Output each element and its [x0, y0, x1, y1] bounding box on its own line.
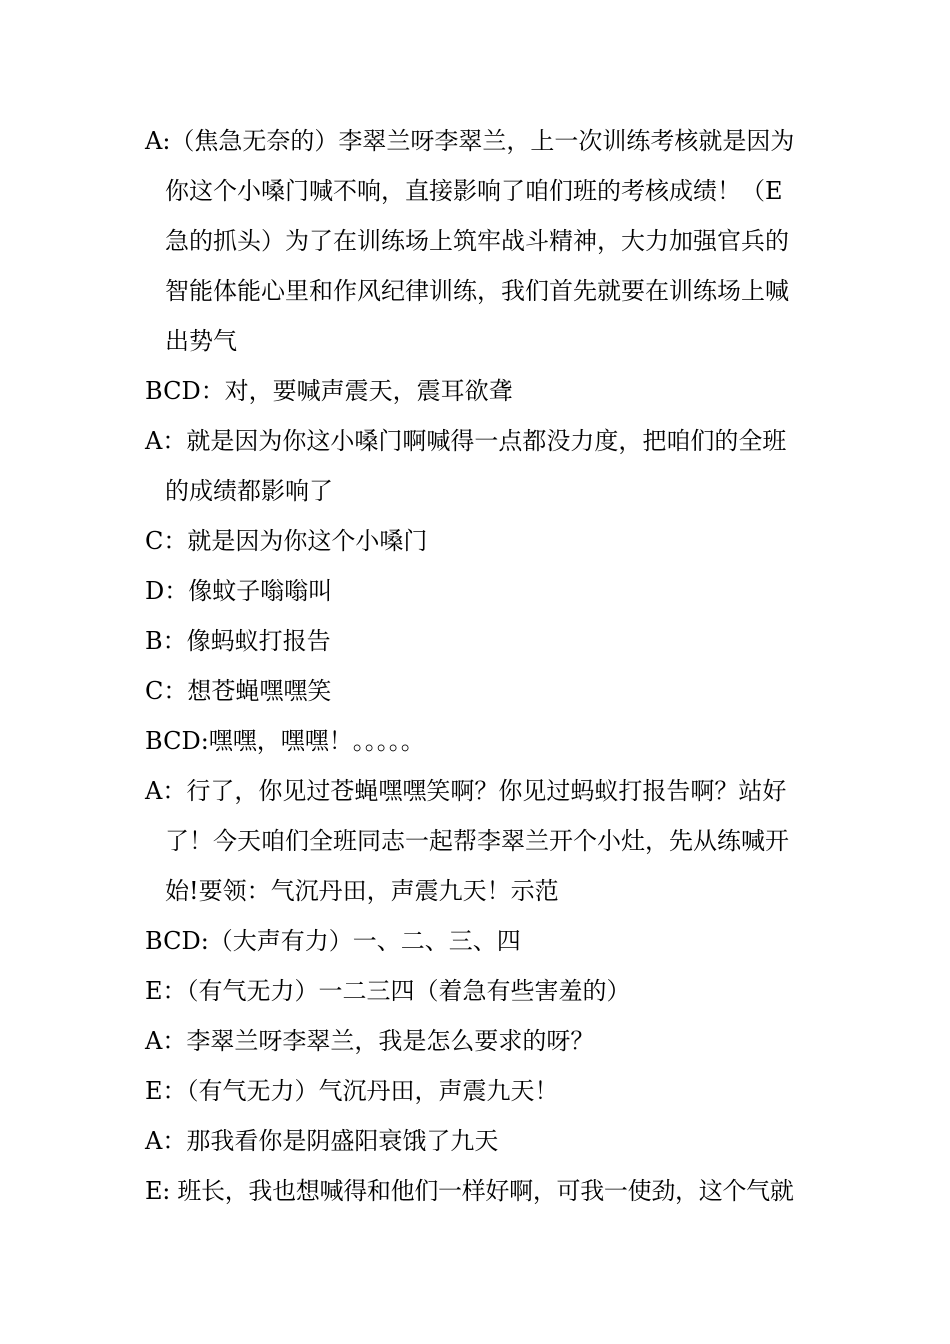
dialogue-line-bcd-2: BCD:嘿嘿，嘿嘿！。。。。。 — [145, 727, 425, 755]
dialogue-line-a-3: A：行了，你见过苍蝇嘿嘿笑啊？你见过蚂蚁打报告啊？站好了！今天咱们全班同志一起帮李翠兰开个小灶，先从练喊开始!要领：气沉丹田，声震九天！示范 — [145, 777, 789, 905]
dialogue-line-e-2: E：（有气无力）气沉丹田，声震九天！ — [145, 1077, 559, 1105]
script-body — [145, 116, 810, 1216]
dialogue-line-bcd-1: BCD：对，要喊声震天，震耳欲聋 — [145, 377, 513, 405]
dialogue-line-a-2: A：就是因为你这小嗓门啊喊得一点都没力度，把咱们的全班的成绩都影响了 — [145, 427, 787, 505]
dialogue-line-a-5: A：那我看你是阴盛阳衰饿了九天 — [145, 1127, 499, 1155]
dialogue-line-bcd-3: BCD:（大声有力）一、二、三、四 — [145, 927, 521, 955]
dialogue-line-c-1: C：就是因为你这个小嗓门 — [145, 527, 428, 555]
dialogue-line-e-3: E: 班长，我也想喊得和他们一样好啊，可我一使劲，这个气就 — [145, 1177, 794, 1205]
dialogue-line-a-4: A：李翠兰呀李翠兰，我是怎么要求的呀？ — [145, 1027, 595, 1055]
dialogue-line-b-1: B：像蚂蚁打报告 — [145, 627, 331, 655]
dialogue-line-c-2: C：想苍蝇嘿嘿笑 — [145, 677, 332, 705]
dialogue-line-a-1: A:（焦急无奈的）李翠兰呀李翠兰，上一次训练考核就是因为你这个小嗓门喊不响，直接影响了咱们班的考核成绩！（E 急的抓头）为了在训练场上筑牢战斗精神，大力加强官兵的智能体能心里和作风纪律训练，我们首先就要在训练场上喊出势气 — [145, 127, 795, 355]
dialogue-line-e-1: E：（有气无力）一二三四（着急有些害羞的） — [145, 977, 631, 1005]
dialogue-line-d-1: D：像蚊子嗡嗡叫 — [145, 577, 333, 605]
